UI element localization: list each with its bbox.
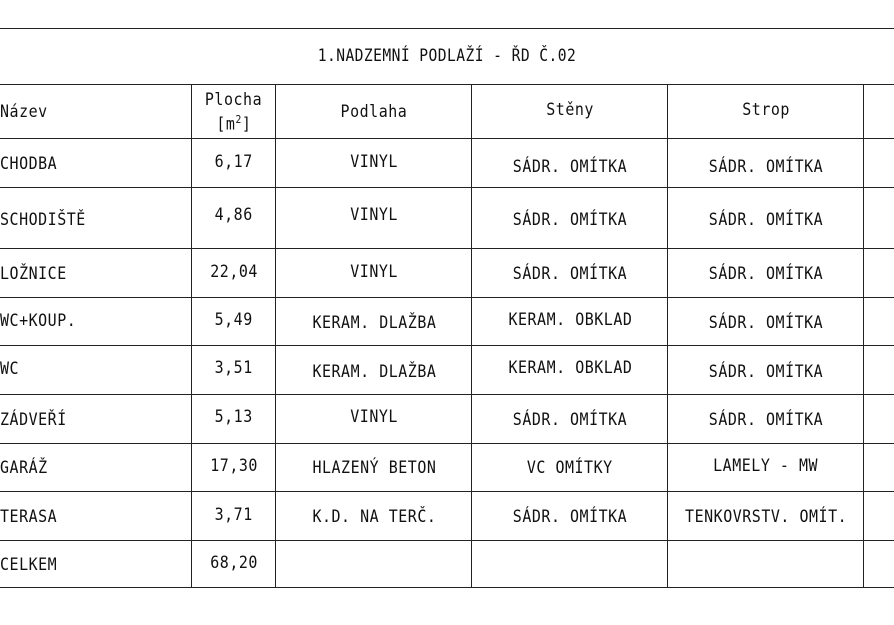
table-row-floor: KERAM. DLAŽBA bbox=[312, 312, 436, 333]
header-area-unit: $[m^2]$ bbox=[216, 112, 252, 135]
table-row-ceiling: SÁDR. OMÍTKA bbox=[708, 156, 824, 177]
table-row-area: 3,51 bbox=[214, 358, 254, 378]
table-row-walls: SÁDR. OMÍTKA bbox=[512, 263, 628, 284]
table-row-floor: K.D. NA TERČ. bbox=[312, 506, 436, 527]
table-row-name: LOŽNICE bbox=[0, 263, 67, 284]
header-floor-label: Podlaha bbox=[340, 102, 408, 122]
table-row-walls: SÁDR. OMÍTKA bbox=[512, 156, 628, 177]
table-row-name: GARÁŽ bbox=[0, 458, 48, 478]
header-name-label: Název bbox=[0, 102, 48, 122]
table-row-name: WC bbox=[0, 358, 20, 379]
table-row-walls: KERAM. OBKLAD bbox=[508, 310, 632, 330]
table-row-name: TERASA bbox=[0, 506, 58, 527]
header-walls-label: Stěny bbox=[546, 100, 594, 120]
table-row-ceiling: SÁDR. OMÍTKA bbox=[708, 263, 824, 284]
column-divider bbox=[471, 84, 472, 587]
column-divider bbox=[667, 84, 668, 587]
table-row-floor: VINYL bbox=[350, 205, 398, 225]
table-row-name: CHODBA bbox=[0, 153, 58, 174]
table-row-floor: KERAM. DLAŽBA bbox=[312, 361, 436, 382]
row-divider bbox=[0, 540, 894, 541]
table-bottom-border bbox=[0, 587, 894, 588]
table-row-ceiling: SÁDR. OMÍTKA bbox=[708, 361, 824, 382]
table-row-floor: VINYL bbox=[350, 261, 398, 282]
table-title: 1.NADZEMNÍ PODLAŽÍ - ŘD Č.02 bbox=[317, 46, 577, 66]
table-row-area: 5,13 bbox=[214, 407, 254, 427]
table-row-ceiling: SÁDR. OMÍTKA bbox=[708, 409, 824, 430]
table-row-ceiling: TENKOVRSTV. OMÍT. bbox=[684, 506, 848, 527]
title-bottom-border bbox=[0, 84, 894, 85]
table-row-area: 3,71 bbox=[214, 504, 254, 525]
total-row-name: CELKEM bbox=[0, 554, 58, 575]
table-row-walls: KERAM. OBKLAD bbox=[508, 358, 632, 378]
table-row-walls: SÁDR. OMÍTKA bbox=[512, 506, 628, 527]
total-row-area: 68,20 bbox=[210, 552, 258, 573]
header-name bbox=[0, 86, 190, 138]
table-row-name: ZÁDVEŘÍ bbox=[0, 409, 67, 430]
table-row-area: 17,30 bbox=[210, 455, 258, 476]
table-row-walls: SÁDR. OMÍTKA bbox=[512, 210, 628, 230]
table-row-floor: VINYL bbox=[350, 407, 398, 427]
column-divider bbox=[275, 84, 276, 587]
table-row-name: WC+KOUP. bbox=[0, 310, 77, 331]
header-walls bbox=[473, 86, 667, 134]
table-row-area: 22,04 bbox=[210, 261, 258, 282]
header-area bbox=[193, 86, 275, 138]
table-row-area: 5,49 bbox=[214, 310, 254, 330]
table-row-floor: HLAZENÝ BETON bbox=[312, 458, 436, 478]
column-divider bbox=[191, 84, 192, 587]
header-ceiling bbox=[669, 86, 863, 134]
header-area-label: Plocha bbox=[205, 89, 263, 110]
table-row-name: SCHODIŠTĚ bbox=[0, 210, 86, 230]
table-row-area: 6,17 bbox=[214, 151, 254, 172]
table-row-walls: SÁDR. OMÍTKA bbox=[512, 409, 628, 430]
header-floor bbox=[277, 86, 471, 138]
table-row-walls: VC OMÍTKY bbox=[527, 458, 613, 478]
table-row-ceiling: SÁDR. OMÍTKA bbox=[708, 210, 824, 230]
column-divider bbox=[863, 84, 864, 587]
table-row-floor: VINYL bbox=[350, 151, 398, 172]
header-ceiling-label: Strop bbox=[742, 100, 790, 120]
table-row-ceiling: LAMELY - MW bbox=[713, 456, 819, 476]
table-row-area: 4,86 bbox=[214, 205, 254, 225]
table-row-ceiling: SÁDR. OMÍTKA bbox=[708, 312, 824, 333]
row-divider bbox=[0, 491, 894, 492]
